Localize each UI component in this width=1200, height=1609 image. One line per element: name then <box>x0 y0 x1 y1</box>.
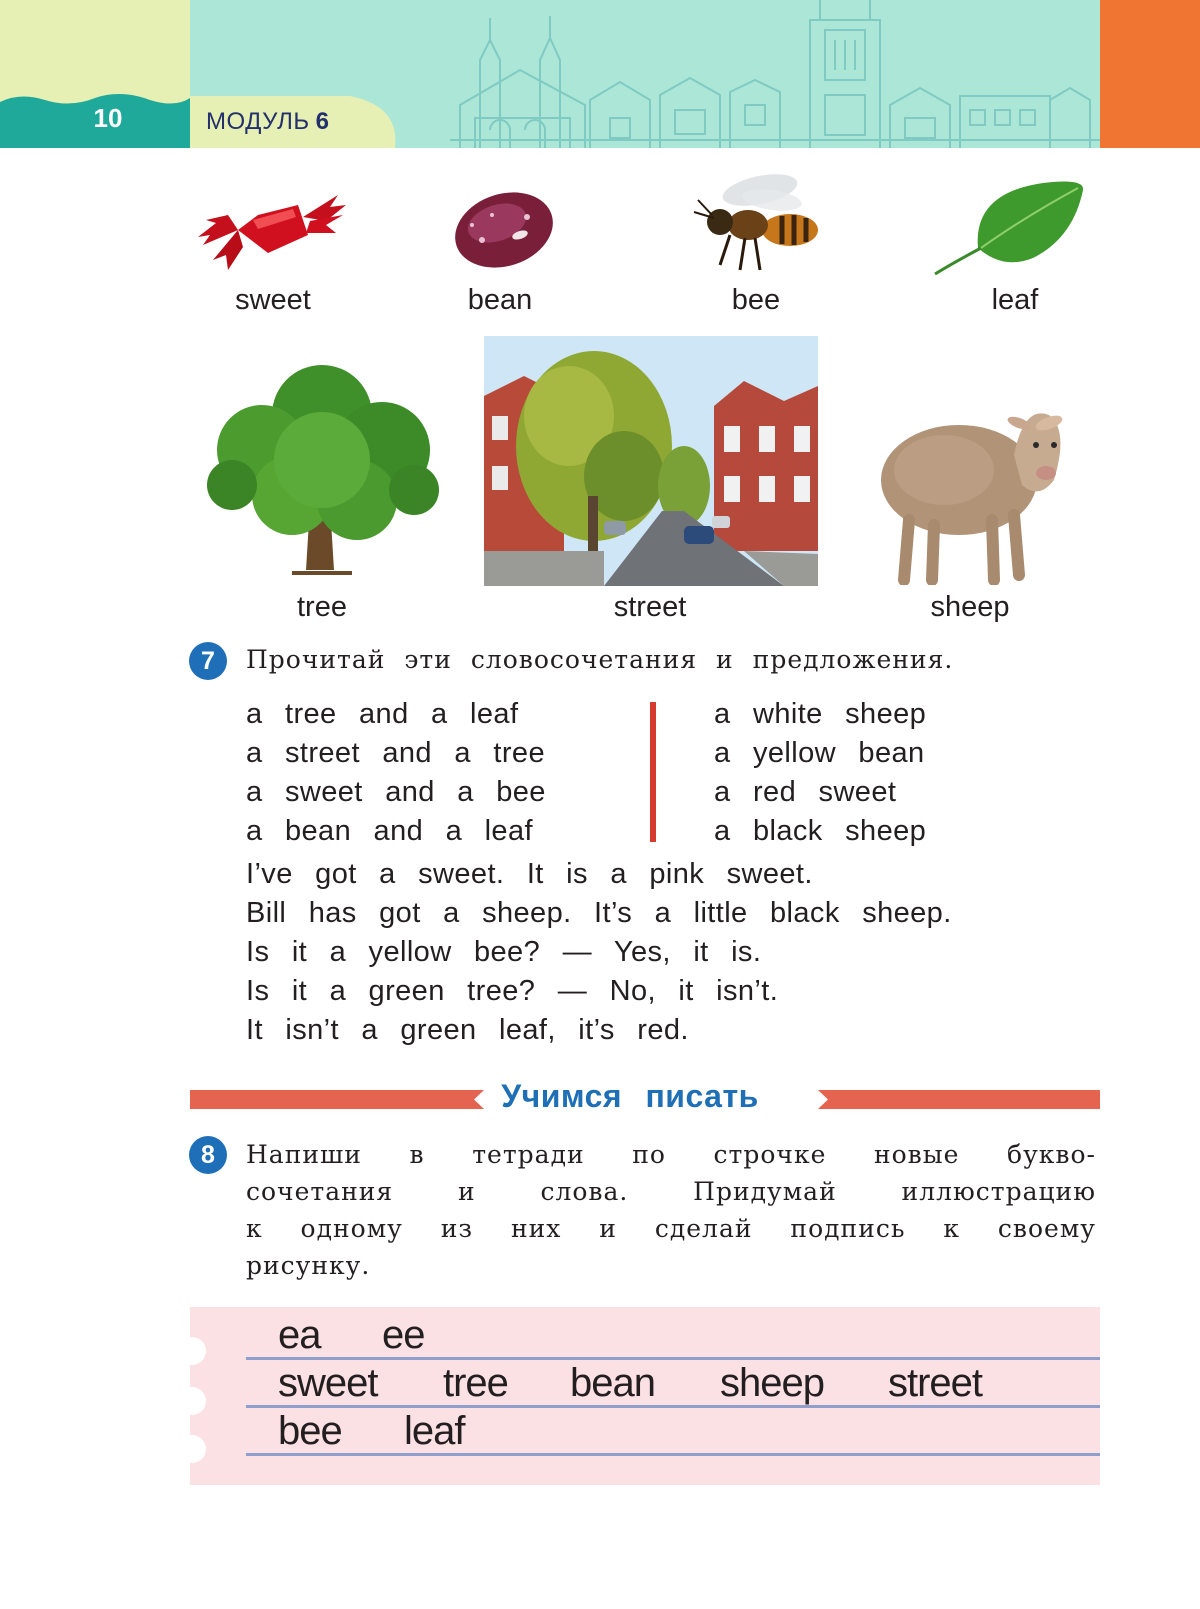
street-photo <box>484 336 818 586</box>
bee-icon <box>690 170 830 275</box>
copy-word: sweet <box>278 1361 378 1405</box>
sentence: Is it a green tree? — No, it isn’t. <box>246 975 779 1007</box>
phrase: a bean and a leaf <box>246 815 533 847</box>
copy-word: bean <box>570 1361 655 1405</box>
phrase: a black sheep <box>714 815 927 847</box>
word-label: sweet <box>235 284 311 316</box>
instruction-line: сочетания и слова. Придумай иллюстрацию <box>246 1177 1096 1206</box>
writing-line <box>246 1453 1100 1456</box>
copy-practice-box <box>190 1307 1100 1485</box>
module-title <box>206 108 329 136</box>
page-header <box>0 0 1200 148</box>
leaf-icon <box>933 178 1088 278</box>
page-number: 10 <box>93 103 123 133</box>
writing-line <box>246 1357 1100 1360</box>
notebook-hole <box>178 1387 206 1415</box>
banner-arrow-right <box>818 1090 836 1109</box>
bean-icon <box>452 185 557 275</box>
copy-word: bee <box>278 1409 342 1453</box>
exercise-number-badge: 8 <box>189 1136 227 1174</box>
copy-word: ee <box>382 1313 425 1357</box>
sentence: I’ve got a sweet. It is a pink sweet. <box>246 858 813 890</box>
column-divider <box>650 702 656 842</box>
phrase: a white sheep <box>714 698 927 730</box>
copy-word: sheep <box>720 1361 824 1405</box>
module-label: МОДУЛЬ <box>206 108 310 135</box>
exercise-instruction <box>246 1136 1096 1284</box>
word-label: tree <box>297 591 347 623</box>
section-title: Учимся писать <box>501 1078 759 1114</box>
banner-bar-right <box>836 1090 1100 1109</box>
phrase: a tree and a leaf <box>246 698 519 730</box>
word-label: bean <box>467 284 533 316</box>
word-label: leaf <box>991 284 1039 316</box>
banner-bar-left <box>190 1090 473 1109</box>
exercise-number-badge: 7 <box>189 642 227 680</box>
module-number: 6 <box>315 108 330 135</box>
word-label: sheep <box>930 591 1010 623</box>
header-orange-corner <box>1100 0 1200 148</box>
phrase: a sweet and a bee <box>246 776 546 808</box>
copy-word: tree <box>443 1361 508 1405</box>
phrase: a red sweet <box>714 776 897 808</box>
sheep-icon <box>874 385 1074 585</box>
phrase: a yellow bean <box>714 737 925 769</box>
phrase: a street and a tree <box>246 737 545 769</box>
notebook-hole <box>178 1435 206 1463</box>
instruction-line: к одному из них и сделай подпись к своему <box>246 1214 1096 1243</box>
word-label: bee <box>731 284 781 316</box>
word-label: street <box>613 591 687 623</box>
tree-icon <box>202 355 444 585</box>
sentence: Bill has got a sheep. It’s a little black sheep. <box>246 897 952 929</box>
instruction-line: Напиши в тетради по строчке новые букво- <box>246 1140 1096 1169</box>
copy-word: ea <box>278 1313 321 1357</box>
sentence: Is it a yellow bee? — Yes, it is. <box>246 936 762 968</box>
copy-word: street <box>888 1361 983 1405</box>
copy-word: leaf <box>404 1409 465 1453</box>
instruction-line: рисунку. <box>246 1251 371 1280</box>
sentence: It isn’t a green leaf, it’s red. <box>246 1014 689 1046</box>
notebook-hole <box>178 1337 206 1365</box>
candy-icon <box>198 185 346 275</box>
exercise-instruction: Прочитай эти словосочетания и предложения. <box>246 645 954 674</box>
